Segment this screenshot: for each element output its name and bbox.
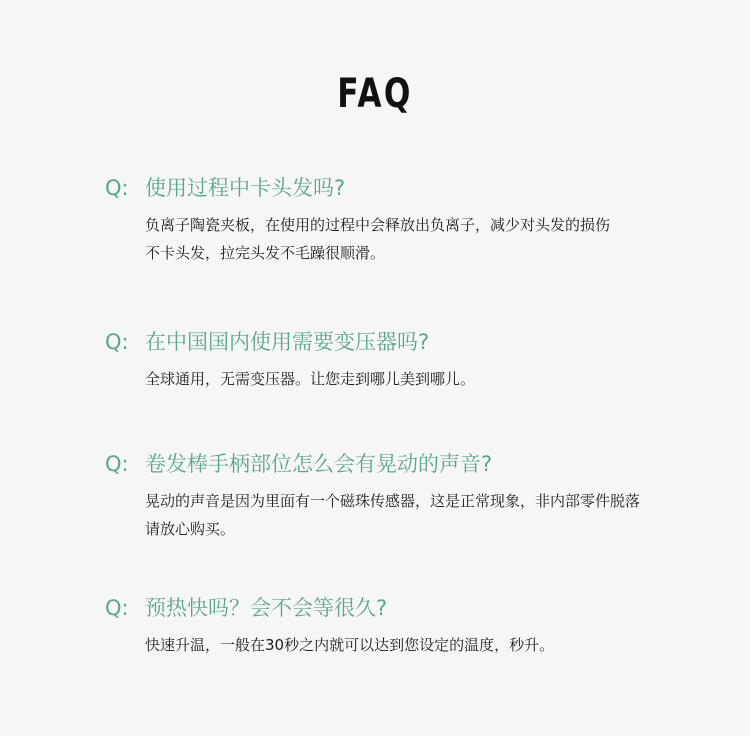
question-text: 预热快吗？会不会等很久?	[145, 596, 388, 620]
answer-line: 请放心购买。	[145, 520, 236, 538]
faq-question	[105, 449, 685, 479]
question-prefix: Q:	[105, 176, 129, 200]
question-text: 使用过程中卡头发吗?	[145, 176, 346, 200]
question-text: 在中国国内使用需要变压器吗?	[145, 330, 430, 354]
question-text: 卷发棒手柄部位怎么会有晃动的声音?	[145, 452, 493, 476]
faq-item	[105, 173, 685, 267]
question-prefix: Q:	[105, 596, 129, 620]
answer-line: 快速升温，一般在30秒之内就可以达到您设定的温度，秒升。	[145, 636, 555, 654]
faq-question	[105, 327, 685, 357]
faq-item	[105, 449, 685, 543]
faq-answer	[145, 487, 685, 543]
faq-answer	[145, 365, 685, 393]
question-prefix: Q:	[105, 452, 129, 476]
faq-question	[105, 173, 685, 203]
answer-line: 晃动的声音是因为里面有一个磁珠传感器，这是正常现象，非内部零件脱落	[145, 492, 641, 510]
faq-item	[105, 327, 685, 393]
faq-answer	[145, 631, 685, 659]
page-title: FAQ	[337, 71, 413, 117]
answer-line: 不卡头发，拉完头发不毛躁很顺滑。	[145, 244, 386, 262]
answer-line: 负离子陶瓷夹板，在使用的过程中会释放出负离子，减少对头发的损伤	[145, 216, 611, 234]
question-prefix: Q:	[105, 330, 129, 354]
faq-question	[105, 593, 685, 623]
faq-answer	[145, 211, 685, 267]
faq-item	[105, 593, 685, 659]
answer-line: 全球通用，无需变压器。让您走到哪儿美到哪儿。	[145, 370, 476, 388]
